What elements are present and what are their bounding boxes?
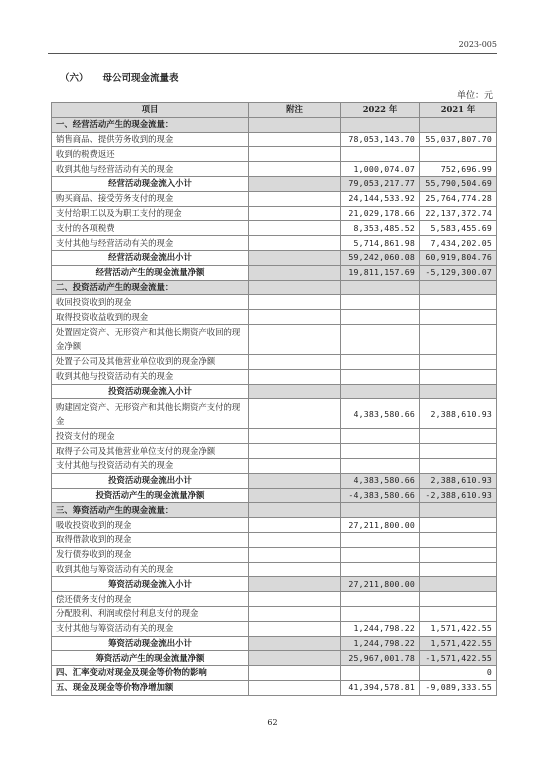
- section-title-text: 母公司现金流量表: [102, 73, 179, 84]
- table-row: [52, 429, 497, 444]
- row-note: [249, 369, 341, 384]
- row-value-2021: 2,388,610.93: [420, 473, 497, 488]
- row-note: [249, 636, 341, 651]
- row-value-2021: [420, 280, 497, 295]
- row-item-label: 支付给职工以及为职工支付的现金: [52, 206, 249, 221]
- row-value-2022: [341, 606, 420, 621]
- table-row: [52, 236, 497, 251]
- row-value-2022: [341, 280, 420, 295]
- row-note: [249, 191, 341, 206]
- row-note: [249, 280, 341, 295]
- row-value-2022: 4,383,580.66: [341, 399, 420, 429]
- row-note: [249, 354, 341, 369]
- row-value-2022: 19,811,157.69: [341, 265, 420, 280]
- row-value-2022: [341, 295, 420, 310]
- row-item-label: 二、投资活动产生的现金流量：: [52, 280, 249, 295]
- row-value-2021: [420, 369, 497, 384]
- row-value-2021: [420, 310, 497, 325]
- table-row: [52, 354, 497, 369]
- row-value-2022: 79,053,217.77: [341, 176, 420, 191]
- row-value-2022: 8,353,485.52: [341, 221, 420, 236]
- row-note: [249, 384, 341, 399]
- row-note: [249, 458, 341, 473]
- row-value-2021: [420, 577, 497, 592]
- table-row: [52, 547, 497, 562]
- table-row: [52, 503, 497, 518]
- row-note: [249, 295, 341, 310]
- row-value-2021: [420, 324, 497, 354]
- row-note: [249, 518, 341, 533]
- row-value-2021: 55,037,807.70: [420, 132, 497, 147]
- row-note: [249, 444, 341, 459]
- row-item-label: 取得投资收益收到的现金: [52, 310, 249, 325]
- row-value-2021: -1,571,422.55: [420, 651, 497, 666]
- row-value-2022: 25,967,001.78: [341, 651, 420, 666]
- table-row: [52, 206, 497, 221]
- table-row: [52, 191, 497, 206]
- section-title: [60, 70, 179, 84]
- row-note: [249, 324, 341, 354]
- row-value-2022: 1,244,798.22: [341, 621, 420, 636]
- row-item-label: 支付其他与经营活动有关的现金: [52, 236, 249, 251]
- row-value-2022: [341, 592, 420, 607]
- row-value-2021: [420, 547, 497, 562]
- row-value-2022: 1,244,798.22: [341, 636, 420, 651]
- row-value-2022: [341, 547, 420, 562]
- row-note: [249, 532, 341, 547]
- row-value-2022: [341, 369, 420, 384]
- row-item-label: 经营活动现金流出小计: [52, 250, 249, 265]
- table-row: [52, 280, 497, 295]
- table-row: [52, 666, 497, 681]
- row-value-2022: [341, 324, 420, 354]
- table-row: [52, 399, 497, 429]
- row-value-2021: 2,388,610.93: [420, 399, 497, 429]
- row-value-2022: [341, 503, 420, 518]
- row-value-2021: [420, 429, 497, 444]
- column-header-2021: 2021 年: [420, 103, 497, 118]
- row-item-label: 处置固定资产、无形资产和其他长期资产收回的现金净额: [52, 324, 249, 354]
- row-note: [249, 310, 341, 325]
- row-item-label: 取得子公司及其他营业单位支付的现金净额: [52, 444, 249, 459]
- row-value-2022: 5,714,861.98: [341, 236, 420, 251]
- row-item-label: 收到其他与经营活动有关的现金: [52, 162, 249, 177]
- row-value-2022: 4,383,580.66: [341, 473, 420, 488]
- table-row: [52, 680, 497, 695]
- table-row: [52, 384, 497, 399]
- row-item-label: 吸收投资收到的现金: [52, 518, 249, 533]
- row-value-2021: [420, 384, 497, 399]
- row-item-label: 收到其他与投资活动有关的现金: [52, 369, 249, 384]
- row-item-label: 经营活动现金流入小计: [52, 176, 249, 191]
- row-value-2022: [341, 384, 420, 399]
- row-value-2021: -2,388,610.93: [420, 488, 497, 503]
- row-item-label: 收回投资收到的现金: [52, 295, 249, 310]
- table-row: [52, 295, 497, 310]
- row-value-2021: 60,919,804.76: [420, 250, 497, 265]
- row-note: [249, 592, 341, 607]
- column-header-note: 附注: [249, 103, 341, 118]
- row-value-2022: -4,383,580.66: [341, 488, 420, 503]
- table-row: [52, 562, 497, 577]
- table-row: [52, 265, 497, 280]
- row-value-2021: [420, 295, 497, 310]
- row-value-2022: [341, 117, 420, 132]
- row-item-label: 筹资活动产生的现金流量净额: [52, 651, 249, 666]
- row-note: [249, 473, 341, 488]
- table-row: [52, 518, 497, 533]
- row-value-2021: 5,583,455.69: [420, 221, 497, 236]
- row-note: [249, 621, 341, 636]
- row-value-2021: [420, 117, 497, 132]
- row-note: [249, 606, 341, 621]
- row-value-2021: 7,434,202.05: [420, 236, 497, 251]
- table-row: [52, 162, 497, 177]
- row-value-2022: 78,053,143.70: [341, 132, 420, 147]
- row-value-2022: 24,144,533.92: [341, 191, 420, 206]
- row-item-label: 投资活动产生的现金流量净额: [52, 488, 249, 503]
- row-note: [249, 577, 341, 592]
- row-item-label: 投资支付的现金: [52, 429, 249, 444]
- row-item-label: 支付其他与筹资活动有关的现金: [52, 621, 249, 636]
- table-row: [52, 651, 497, 666]
- row-value-2022: [341, 444, 420, 459]
- row-note: [249, 680, 341, 695]
- row-value-2022: 59,242,060.08: [341, 250, 420, 265]
- table-row: [52, 621, 497, 636]
- row-item-label: 五、现金及现金等价物净增加额: [52, 680, 249, 695]
- row-note: [249, 206, 341, 221]
- row-item-label: 投资活动现金流出小计: [52, 473, 249, 488]
- unit-label: 单位：元: [456, 91, 493, 101]
- table-row: [52, 147, 497, 162]
- row-note: [249, 147, 341, 162]
- row-item-label: 发行债券收到的现金: [52, 547, 249, 562]
- row-note: [249, 503, 341, 518]
- row-value-2022: [341, 458, 420, 473]
- row-note: [249, 429, 341, 444]
- row-note: [249, 132, 341, 147]
- row-value-2022: [341, 532, 420, 547]
- row-item-label: 一、经营活动产生的现金流量：: [52, 117, 249, 132]
- row-note: [249, 562, 341, 577]
- row-value-2021: 1,571,422.55: [420, 621, 497, 636]
- row-note: [249, 651, 341, 666]
- row-item-label: 分配股利、利润或偿付利息支付的现金: [52, 606, 249, 621]
- row-note: [249, 221, 341, 236]
- row-note: [249, 666, 341, 681]
- cash-flow-table: [51, 102, 497, 696]
- section-number: （六）: [60, 73, 89, 84]
- table-row: [52, 176, 497, 191]
- row-value-2021: [420, 458, 497, 473]
- row-value-2021: [420, 147, 497, 162]
- row-item-label: 三、筹资活动产生的现金流量：: [52, 503, 249, 518]
- row-note: [249, 547, 341, 562]
- table-row: [52, 636, 497, 651]
- table-row: [52, 577, 497, 592]
- row-value-2021: 22,137,372.74: [420, 206, 497, 221]
- table-row: [52, 369, 497, 384]
- row-value-2022: 27,211,800.00: [341, 518, 420, 533]
- row-value-2021: [420, 562, 497, 577]
- row-value-2022: [341, 562, 420, 577]
- row-value-2022: 21,029,178.66: [341, 206, 420, 221]
- table-row: [52, 444, 497, 459]
- table-row: [52, 132, 497, 147]
- row-item-label: 销售商品、提供劳务收到的现金: [52, 132, 249, 147]
- row-note: [249, 176, 341, 191]
- row-item-label: 处置子公司及其他营业单位收到的现金净额: [52, 354, 249, 369]
- row-value-2021: [420, 503, 497, 518]
- row-value-2021: [420, 592, 497, 607]
- document-code: 2023-005: [458, 40, 497, 49]
- row-item-label: 收到的税费返还: [52, 147, 249, 162]
- table-row: [52, 606, 497, 621]
- row-item-label: 取得借款收到的现金: [52, 532, 249, 547]
- row-value-2021: 752,696.99: [420, 162, 497, 177]
- row-value-2021: [420, 444, 497, 459]
- row-value-2022: 27,211,800.00: [341, 577, 420, 592]
- row-value-2021: 0: [420, 666, 497, 681]
- row-item-label: 偿还债务支付的现金: [52, 592, 249, 607]
- row-item-label: 四、汇率变动对现金及现金等价物的影响: [52, 666, 249, 681]
- column-header-2022: 2022 年: [341, 103, 420, 118]
- row-note: [249, 236, 341, 251]
- row-item-label: 筹资活动现金流出小计: [52, 636, 249, 651]
- table-header-row: [52, 103, 497, 118]
- column-header-item: 项目: [52, 103, 249, 118]
- row-item-label: 购买商品、接受劳务支付的现金: [52, 191, 249, 206]
- table-row: [52, 592, 497, 607]
- row-value-2021: [420, 532, 497, 547]
- table-row: [52, 221, 497, 236]
- row-value-2021: 55,790,504.69: [420, 176, 497, 191]
- row-value-2021: -9,089,333.55: [420, 680, 497, 695]
- row-note: [249, 265, 341, 280]
- row-item-label: 购建固定资产、无形资产和其他长期资产支付的现金: [52, 399, 249, 429]
- row-item-label: 收到其他与筹资活动有关的现金: [52, 562, 249, 577]
- table-row: [52, 117, 497, 132]
- row-value-2021: 1,571,422.55: [420, 636, 497, 651]
- row-value-2022: [341, 354, 420, 369]
- row-item-label: 经营活动产生的现金流量净额: [52, 265, 249, 280]
- header-rule: [48, 53, 497, 54]
- row-value-2022: 41,394,578.81: [341, 680, 420, 695]
- row-value-2022: 1,000,074.07: [341, 162, 420, 177]
- row-item-label: 投资活动现金流入小计: [52, 384, 249, 399]
- row-note: [249, 250, 341, 265]
- row-value-2022: [341, 429, 420, 444]
- table-row: [52, 473, 497, 488]
- row-item-label: 筹资活动现金流入小计: [52, 577, 249, 592]
- row-item-label: 支付的各项税费: [52, 221, 249, 236]
- row-note: [249, 117, 341, 132]
- row-value-2021: 25,764,774.28: [420, 191, 497, 206]
- table-row: [52, 532, 497, 547]
- row-value-2021: -5,129,300.07: [420, 265, 497, 280]
- page-number: 62: [267, 718, 278, 727]
- table-row: [52, 250, 497, 265]
- row-value-2022: [341, 147, 420, 162]
- row-value-2022: [341, 310, 420, 325]
- row-note: [249, 488, 341, 503]
- row-item-label: 支付其他与投资活动有关的现金: [52, 458, 249, 473]
- row-note: [249, 399, 341, 429]
- row-value-2022: [341, 666, 420, 681]
- row-value-2021: [420, 518, 497, 533]
- row-note: [249, 162, 341, 177]
- table-row: [52, 310, 497, 325]
- row-value-2021: [420, 606, 497, 621]
- table-row: [52, 488, 497, 503]
- row-value-2021: [420, 354, 497, 369]
- table-row: [52, 458, 497, 473]
- table-row: [52, 324, 497, 354]
